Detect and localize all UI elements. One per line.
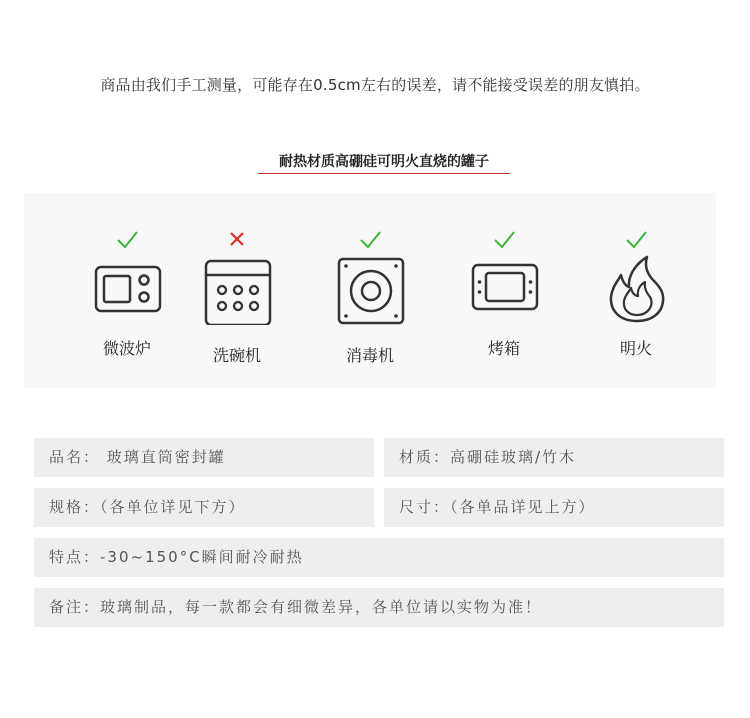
spec-material: 材质：高硼硅玻璃/竹木 [384, 438, 724, 477]
appliance-label: 消毒机 [345, 346, 394, 365]
appliance-compatibility-panel [24, 193, 716, 388]
check-icon [492, 229, 516, 251]
flame-icon [602, 255, 672, 325]
appliance-oven [454, 193, 554, 388]
appliance-open-flame [586, 193, 686, 388]
appliance-label: 明火 [619, 339, 652, 358]
spec-size: 尺寸：（各单品详见上方） [384, 488, 724, 527]
dishwasher-icon [203, 255, 273, 325]
spec-product-name: 品名： 玻璃直筒密封罐 [34, 438, 374, 477]
appliance-label: 微波炉 [102, 339, 151, 358]
appliance-label: 洗碗机 [212, 346, 261, 365]
check-icon [115, 229, 139, 251]
microwave-icon [93, 255, 163, 325]
spec-feature: 特点：-30~150°C瞬间耐冷耐热 [34, 538, 724, 577]
appliance-sterilizer [320, 193, 420, 388]
spec-remark: 备注：玻璃制品，每一款都会有细微差异，各单位请以实物为准！ [34, 588, 724, 627]
check-icon [358, 229, 382, 251]
cross-icon [225, 229, 249, 251]
measurement-notice: 商品由我们手工测量，可能存在0.5cm左右的误差，请不能接受误差的朋友慎拍。 [100, 76, 650, 94]
section-title: 耐热材质高硼硅可明火直烧的罐子 [279, 154, 489, 170]
appliance-dishwasher [187, 193, 287, 388]
check-icon [624, 229, 648, 251]
appliance-label: 烤箱 [487, 339, 520, 358]
appliance-microwave [77, 193, 177, 388]
spec-model: 规格：（各单位详见下方） [34, 488, 374, 527]
sterilizer-icon [336, 255, 406, 325]
oven-icon [470, 255, 540, 325]
section-title-underline [258, 173, 510, 174]
